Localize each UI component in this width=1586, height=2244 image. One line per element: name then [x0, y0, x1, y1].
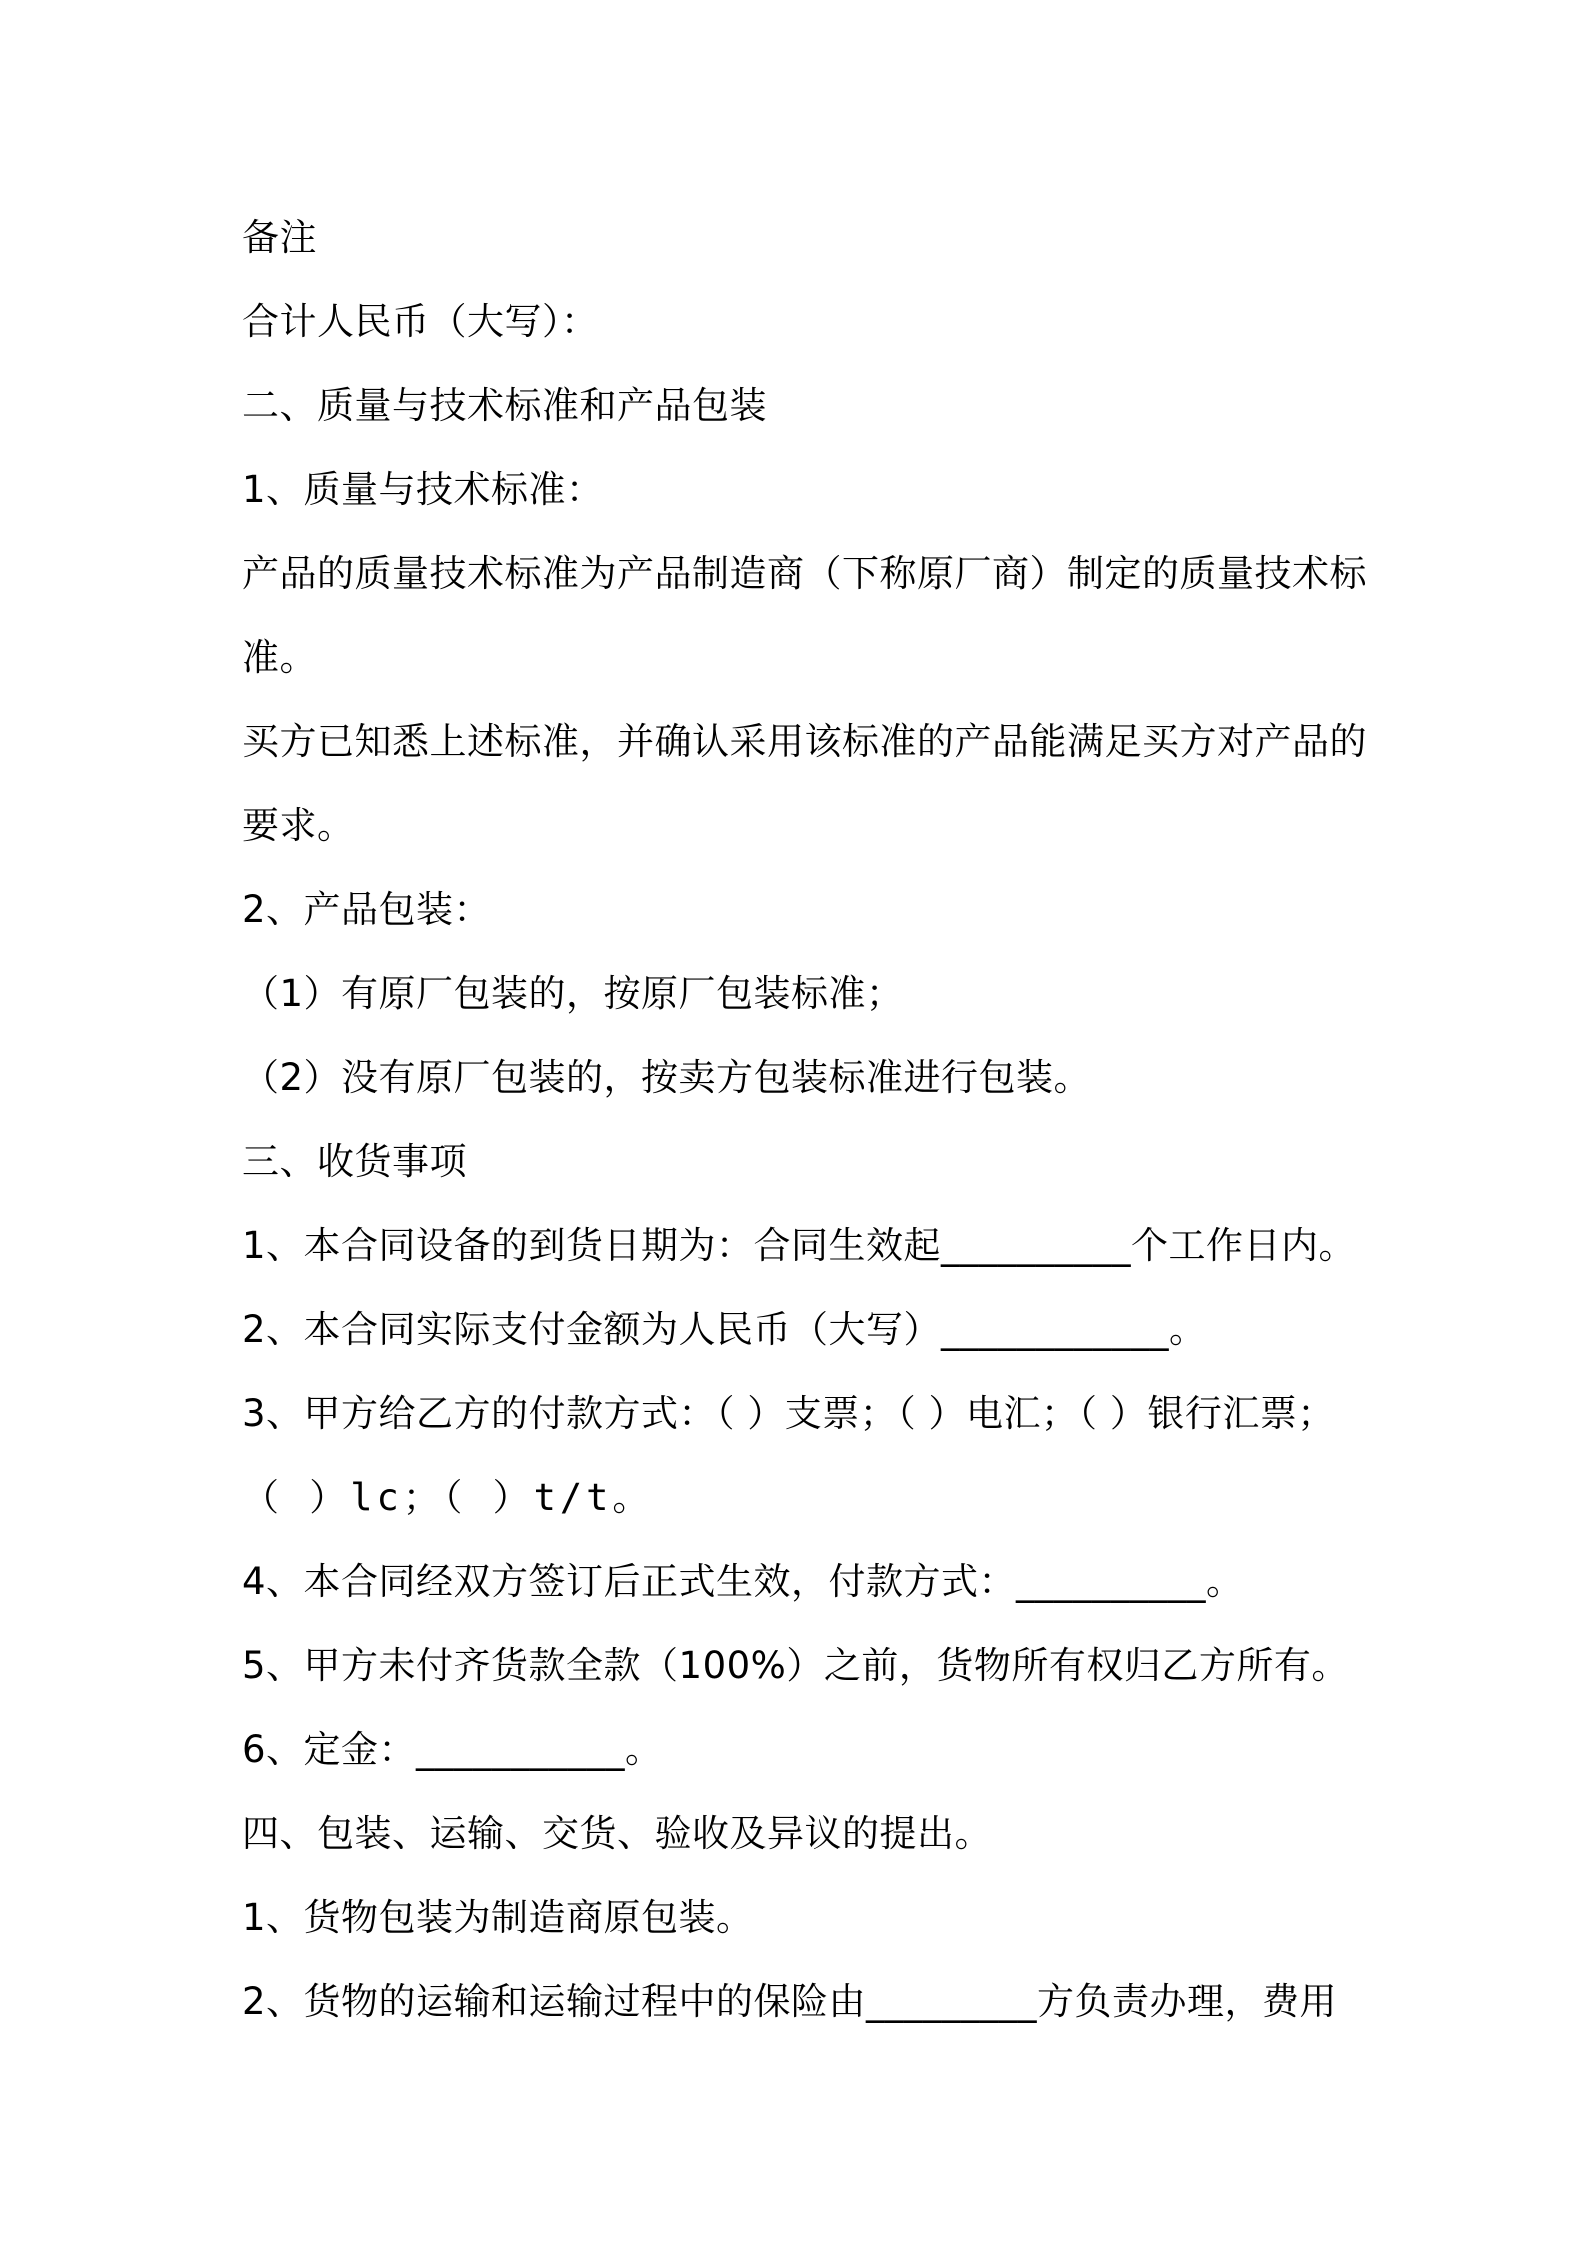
packaging-item-2: （2）没有原厂包装的，按卖方包装标准进行包装。	[242, 1056, 1092, 1099]
buyer-acknowledge-text-1: 买方已知悉上述标准，并确认采用该标准的产品能满足买方对产品的	[242, 720, 1367, 763]
quality-standard-text-2: 准。	[242, 636, 317, 679]
transport-insurance-clause: 2、货物的运输和运输过程中的保险由_________方负责办理，费用	[242, 1980, 1338, 2023]
contract-effective-clause: 4、本合同经双方签订后正式生效，付款方式：__________。	[242, 1560, 1244, 1603]
packaging-item-1: （1）有原厂包装的，按原厂包装标准；	[242, 972, 904, 1015]
delivery-date-clause: 1、本合同设备的到货日期为：合同生效起__________个工作日内。	[242, 1224, 1357, 1267]
section-2-heading: 二、质量与技术标准和产品包装	[242, 384, 767, 427]
total-rmb-line: 合计人民币（大写）：	[242, 300, 599, 343]
ownership-clause: 5、甲方未付齐货款全款（100%）之前，货物所有权归乙方所有。	[242, 1644, 1349, 1687]
payment-method-options: （ ）lc；（ ）t/t。	[242, 1476, 654, 1519]
section-3-heading: 三、收货事项	[242, 1140, 467, 1183]
section-4-heading: 四、包装、运输、交货、验收及异议的提出。	[242, 1812, 992, 1855]
payment-amount-clause: 2、本合同实际支付金额为人民币（大写）____________。	[242, 1308, 1207, 1351]
remarks-heading: 备注	[242, 216, 317, 259]
buyer-acknowledge-text-2: 要求。	[242, 804, 355, 847]
quality-standard-text-1: 产品的质量技术标准为产品制造商（下称原厂商）制定的质量技术标	[242, 552, 1367, 595]
goods-packaging-clause: 1、货物包装为制造商原包装。	[242, 1896, 754, 1939]
quality-standard-heading: 1、质量与技术标准：	[242, 468, 604, 511]
document-body	[242, 196, 1367, 2044]
packaging-heading: 2、产品包装：	[242, 888, 492, 931]
payment-method-clause: 3、甲方给乙方的付款方式：（ ）支票；（ ）电汇；（ ）银行汇票；	[242, 1392, 1335, 1435]
deposit-clause: 6、定金：___________。	[242, 1728, 663, 1771]
